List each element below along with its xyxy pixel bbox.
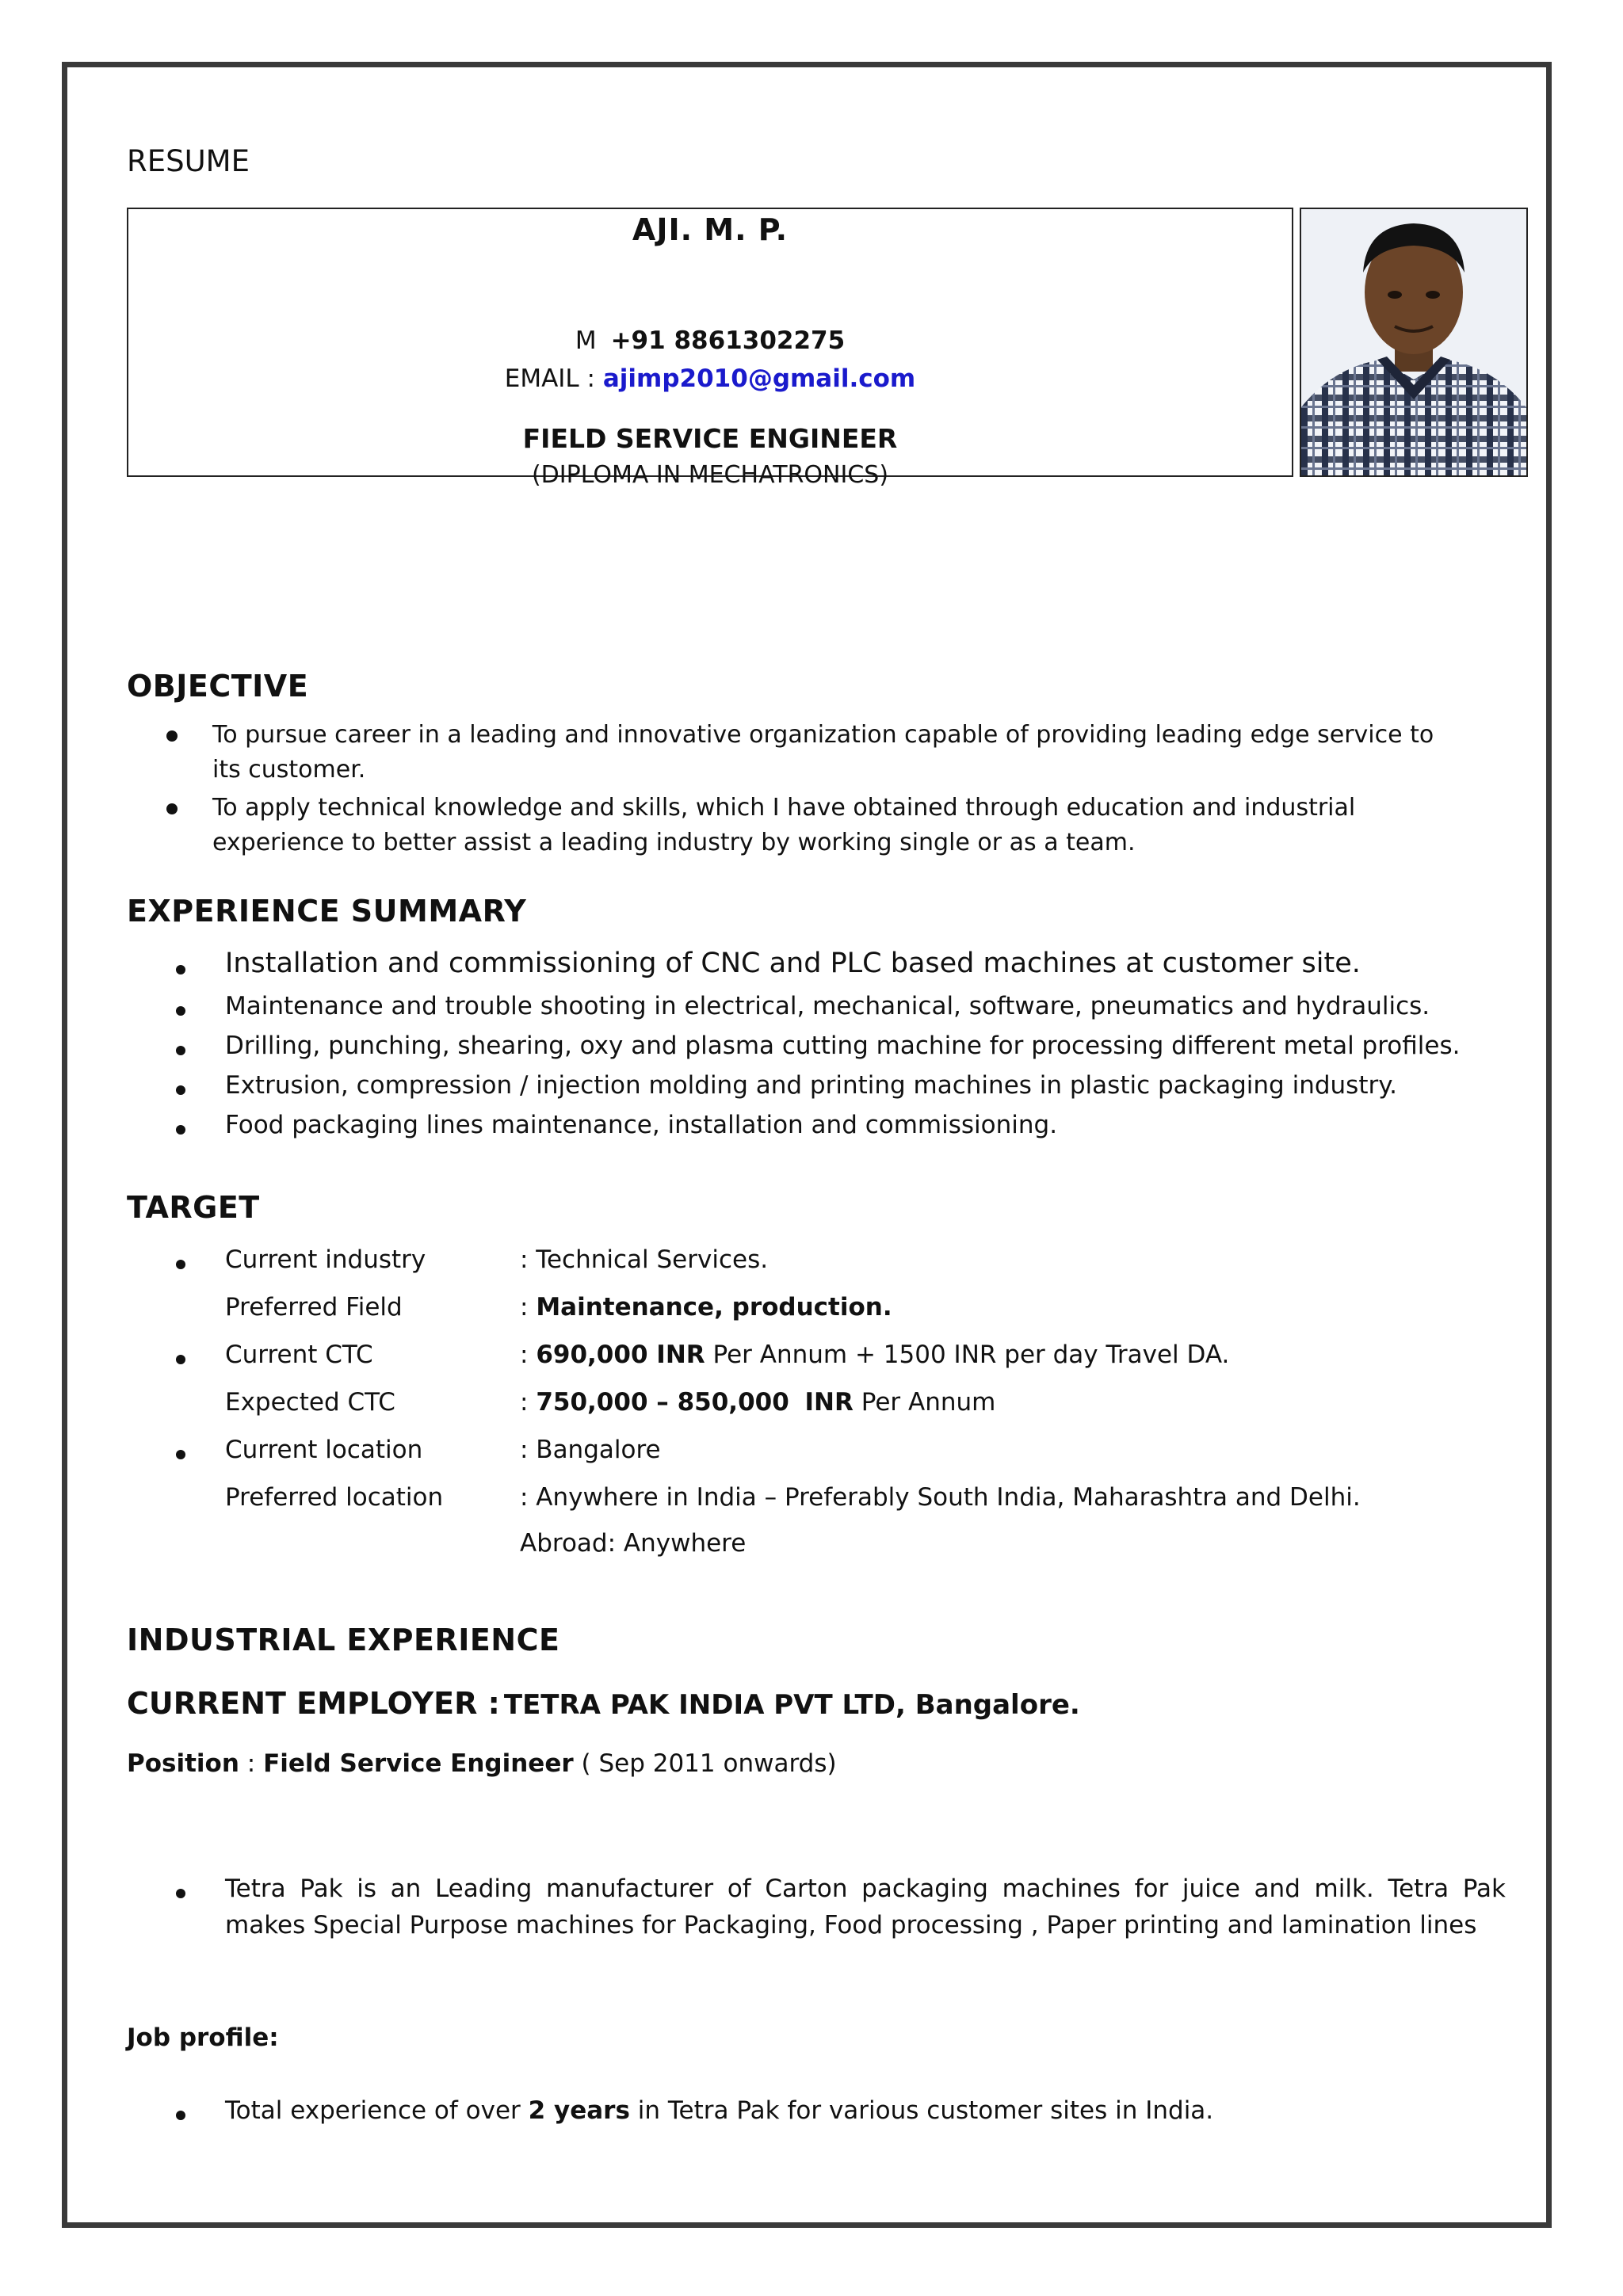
expected-ctc-gap (789, 1388, 805, 1417)
target-preferred-location (127, 1483, 1522, 1570)
bullet-dot (176, 1046, 185, 1055)
position-period: ( Sep 2011 onwards) (573, 1749, 837, 1778)
bullet-dot (166, 730, 178, 742)
company-description-line-2: makes Special Purpose machines for Packaging, Food processing , Paper printing and lamination lines (225, 1911, 1477, 1939)
experience-item-5-text: Food packaging lines maintenance, installation and commissioning. (225, 1111, 1058, 1139)
job-title: FIELD SERVICE ENGINEER (522, 423, 898, 454)
company-description-line-1: Tetra Pak is an Leading manufacturer of Carton packaging machines for juice and milk. Tetra Pak (225, 1875, 1506, 1903)
experience-item-2-text: Maintenance and trouble shooting in electrical, mechanical, software, pneumatics and hydraulics. (225, 992, 1430, 1020)
current-employer-name: TETRA PAK INDIA PVT LTD, Bangalore. (503, 1689, 1080, 1721)
bullet-dot (176, 1450, 185, 1459)
target-title: TARGET (127, 1190, 260, 1225)
expected-ctc-rest: Per Annum (853, 1388, 996, 1417)
current-employer-line (127, 1686, 1080, 1721)
objective-item-2-line-2: experience to better assist a leading industry by working single or as a team. (212, 829, 1136, 856)
expected-ctc-label: Expected CTC (225, 1388, 395, 1417)
bullet-dot (176, 2111, 185, 2120)
job-profile-post: in Tetra Pak for various customer sites in India. (629, 2096, 1214, 2125)
bullet-dot (176, 1260, 185, 1269)
position-separator: : (239, 1749, 264, 1778)
bullet-dot (176, 1125, 185, 1135)
objective-title: OBJECTIVE (127, 669, 309, 704)
job-profile-title: Job profile: (127, 2023, 279, 2052)
experience-item-1-text: Installation and commissioning of CNC and PLC based machines at customer site. (225, 948, 1361, 979)
current-ctc-label: Current CTC (225, 1341, 373, 1369)
preferred-field-bold: Maintenance, production. (536, 1293, 892, 1322)
target-preferred-field (127, 1293, 1522, 1328)
objective-item-1-line-1: To pursue career in a leading and innovative organization capable of providing leading edge service to (212, 721, 1434, 749)
industrial-experience-title: INDUSTRIAL EXPERIENCE (127, 1623, 560, 1657)
preferred-field-value (520, 1293, 892, 1322)
bullet-dot (166, 803, 178, 814)
position-line (127, 1749, 837, 1778)
portrait-image (1301, 209, 1526, 475)
current-employer-label: CURRENT EMPLOYER : (127, 1686, 500, 1721)
experience-item-3-text: Drilling, punching, shearing, oxy and plasma cutting machine for processing different metal profiles. (225, 1032, 1461, 1060)
current-industry-value: : Technical Services. (520, 1245, 769, 1274)
current-ctc-rest: Per Annum + 1500 INR per day Travel DA. (705, 1341, 1230, 1369)
experience-item-4-text: Extrusion, compression / injection molding and printing machines in plastic packaging industry. (225, 1071, 1397, 1100)
target-current-location (127, 1436, 1522, 1470)
preferred-field-prefix: : (520, 1293, 537, 1322)
target-current-ctc (127, 1341, 1522, 1375)
email-line (127, 364, 1293, 393)
expected-ctc-prefix: : (520, 1388, 537, 1417)
bullet-dot (176, 1085, 185, 1095)
qualification: (DIPLOMA IN MECHATRONICS) (531, 461, 889, 489)
current-ctc-value (520, 1341, 1229, 1369)
current-location-value: : Bangalore (520, 1436, 661, 1464)
experience-summary-title: EXPERIENCE SUMMARY (127, 894, 527, 929)
email-label: EMAIL : (504, 364, 596, 393)
bullet-dot (176, 965, 185, 974)
current-industry-label: Current industry (225, 1245, 426, 1274)
mobile-prefix: M (575, 326, 597, 355)
mobile-number: +91 8861302275 (610, 326, 846, 355)
bullet-dot (176, 1889, 185, 1898)
current-ctc-prefix: : (520, 1341, 537, 1369)
expected-ctc-currency: INR (804, 1388, 854, 1417)
preferred-field-label: Preferred Field (225, 1293, 403, 1322)
target-expected-ctc (127, 1388, 1522, 1423)
job-profile-pre: Total experience of over (225, 2096, 529, 2125)
profile-photo (1300, 208, 1528, 477)
mobile-line (127, 326, 1293, 355)
expected-ctc-value (520, 1388, 995, 1417)
job-profile-item-1-text (225, 2096, 1213, 2125)
preferred-location-value: : Anywhere in India – Preferably South India, Maharashtra and Delhi. (520, 1483, 1361, 1512)
objective-item-2-line-1: To apply technical knowledge and skills, which I have obtained through education and industrial (212, 794, 1356, 822)
resume-label: RESUME (127, 144, 250, 178)
position-value: Field Service Engineer (263, 1749, 574, 1778)
objective-item-1-line-2: its customer. (212, 756, 366, 784)
target-current-industry (127, 1245, 1522, 1280)
email-link[interactable]: ajimp2010@gmail.com (602, 364, 916, 393)
expected-ctc-range: 750,000 – 850,000 (536, 1388, 789, 1417)
bullet-dot (176, 1006, 185, 1016)
job-profile-bold: 2 years (528, 2096, 630, 2125)
position-label: Position (127, 1749, 239, 1778)
bullet-dot (176, 1355, 185, 1364)
candidate-name: AJI. M. P. (632, 212, 789, 247)
preferred-location-abroad: Abroad: Anywhere (520, 1529, 747, 1558)
current-location-label: Current location (225, 1436, 423, 1464)
current-ctc-bold: 690,000 INR (536, 1341, 705, 1369)
preferred-location-label: Preferred location (225, 1483, 444, 1512)
